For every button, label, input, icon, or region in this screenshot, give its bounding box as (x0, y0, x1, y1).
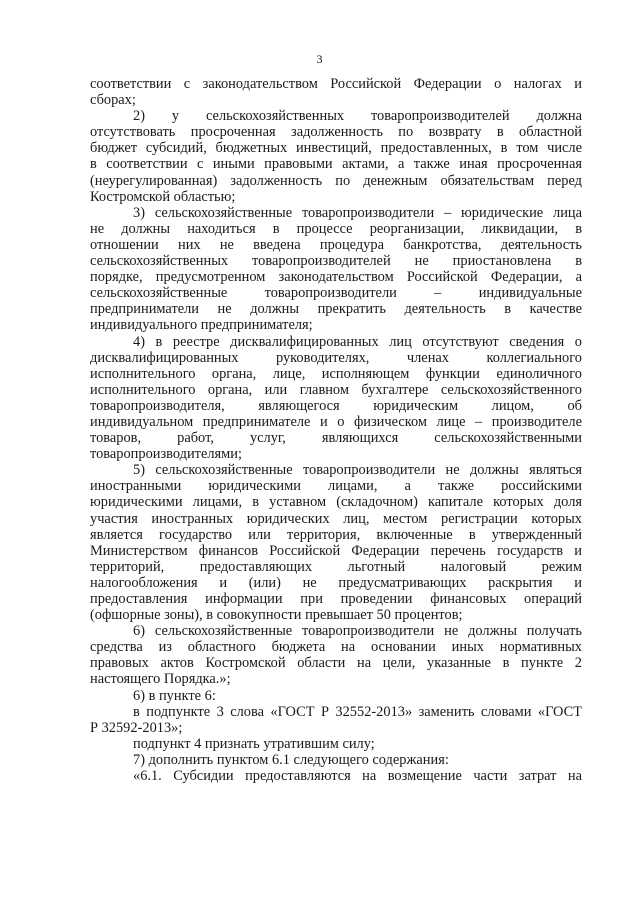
text-line: Р 32592-2013»; (90, 719, 183, 736)
page-number: 3 (316, 52, 323, 66)
text-line: отношении них не введена процедура банкротства, деятельность (90, 236, 582, 253)
text-line: участия иностранных юридических лиц, местом регистрации которых (90, 510, 582, 527)
text-line: 6) сельскохозяйственные товаропроизводители не должны получать (133, 623, 582, 640)
text-line: 7) дополнить пунктом 6.1 следующего содержания: (133, 751, 449, 768)
text-line: исполнительного органа, лице, исполняющем функции единоличного (90, 365, 582, 382)
text-line: товаропроизводителя, являющегося юридическим лицом, об (90, 397, 582, 414)
text-line: товаропроизводителями; (90, 446, 242, 463)
text-line: (офшорные зоны), в совокупности превышает 50 процентов; (90, 607, 463, 624)
text-line: 4) в реестре дисквалифицированных лиц отсутствуют сведения о (133, 333, 582, 350)
text-line: является государство или территория, включенные в утвержденный (90, 526, 582, 543)
text-line: предоставления информации при проведении финансовых операций (90, 591, 582, 607)
text-line: территорий, предоставляющих льготный налоговый режим (90, 558, 582, 575)
text-line: в соответствии с иными правовыми актами, а также иная просроченная (90, 156, 582, 173)
text-line: средства из областного бюджета на основании иных нормативных (90, 639, 582, 656)
text-line: индивидуального предпринимателя; (90, 317, 313, 334)
text-line: отсутствовать просроченная задолженность по возврату в областной (90, 124, 582, 141)
text-line: не должны находиться в процессе реорганизации, ликвидации, в (90, 220, 582, 237)
text-line: (неурегулированная) задолженность по денежным обязательствам перед (90, 172, 582, 189)
text-line: подпункт 4 признать утратившим силу; (133, 735, 375, 752)
text-line: сельскохозяйственные товаропроизводители – индивидуальные (90, 285, 582, 302)
text-line: в подпункте 3 слова «ГОСТ Р 32552-2013» заменить словами «ГОСТ (133, 703, 582, 720)
text-line: Министерством финансов Российской Федерации перечень государств и (90, 542, 582, 559)
text-line: 5) сельскохозяйственные товаропроизводители не должны являться (133, 462, 582, 479)
text-line: индивидуальном предпринимателе и о физическом лице – производителе (90, 413, 582, 430)
text-line: дисквалифицированных руководителях, членах коллегиального (90, 349, 582, 366)
text-line: иностранными юридическими лицами, а также российскими (90, 478, 582, 495)
text-line: правовых актов Костромской области на цели, указанные в пункте 2 (90, 655, 582, 672)
text-line: соответствии с законодательством Российской Федерации о налогах и (90, 76, 582, 92)
text-line: юридическими лицами, в уставном (складочном) капитале которых доля (90, 494, 582, 511)
text-line: 3) сельскохозяйственные товаропроизводители – юридические лица (133, 204, 582, 221)
text-line: Костромской областью; (90, 188, 236, 205)
text-line: настоящего Порядка.»; (90, 671, 231, 688)
text-line: 6) в пункте 6: (133, 687, 216, 704)
text-line: предприниматели не должны прекратить деятельность в качестве (90, 301, 582, 318)
text-line: бюджет субсидий, бюджетных инвестиций, предоставленных, в том числе (90, 140, 582, 157)
text-line: налогообложения и (или) не предусматривающих раскрытия и (90, 574, 582, 591)
text-line: «6.1. Субсидии предоставляются на возмещение части затрат на (133, 768, 582, 785)
text-line: 2) у сельскохозяйственных товаропроизводителей должна (133, 108, 582, 125)
document-body (90, 76, 582, 784)
text-line: товаров, работ, услуг, являющихся сельскохозяйственными (90, 430, 582, 447)
text-line: сборах; (90, 92, 136, 109)
text-line: порядке, предусмотренном законодательством Российской Федерации, а (90, 269, 582, 286)
text-line: исполнительного органа, или главном бухгалтере сельскохозяйственного (90, 381, 582, 398)
text-line: сельскохозяйственных товаропроизводителей не приостановлена в (90, 253, 582, 270)
